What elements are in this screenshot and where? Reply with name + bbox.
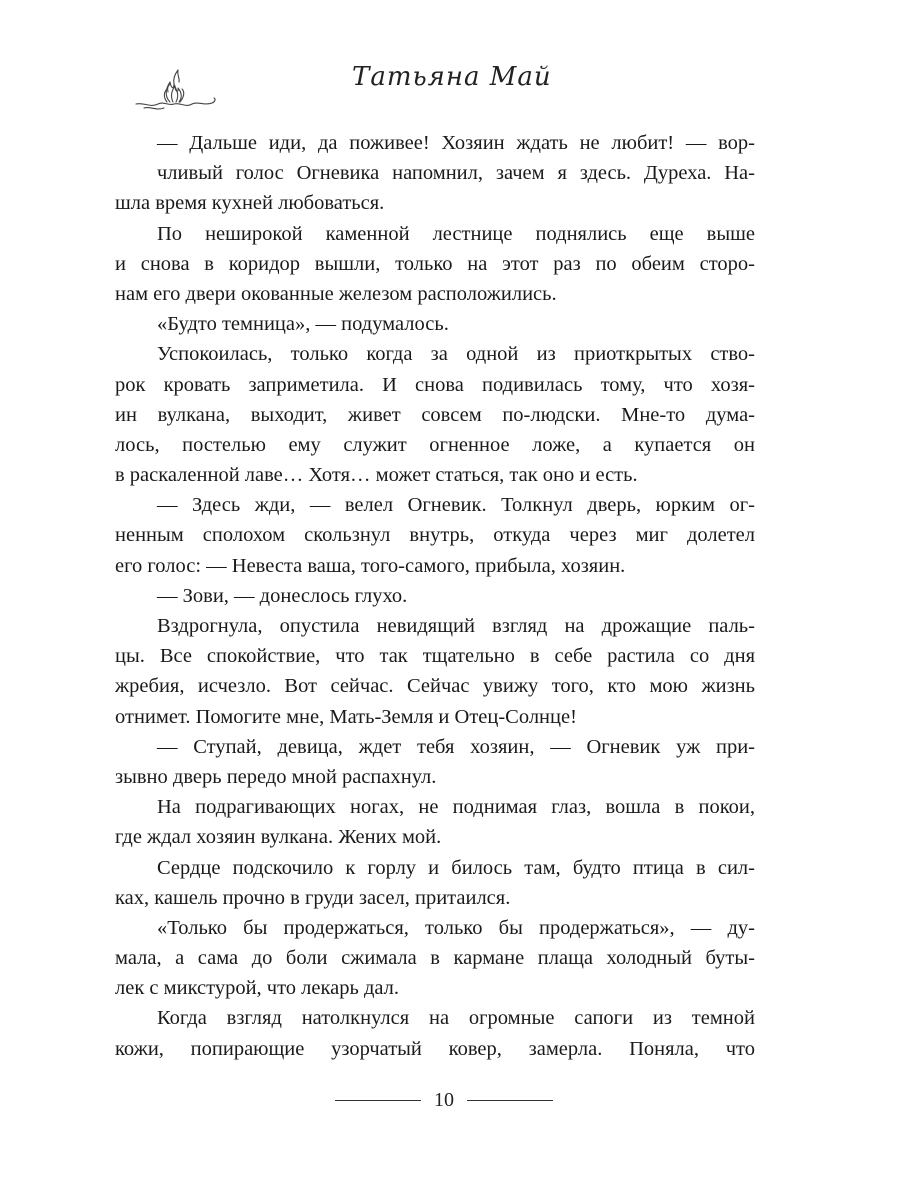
text-line: рок кровать заприметила. И снова подивилась тому, что хозя- [115,373,755,396]
body-text [115,128,755,1064]
text-line: лек с микстурой, что лекарь дал. [115,977,400,1000]
text-line: — Здесь жди, — велел Огневик. Толкнул дверь, юрким ог- [157,494,755,517]
text-line: жребия, исчезло. Вот сейчас. Сейчас увижу того, кто мою жизнь [115,675,755,698]
text-line: ках, кашель прочно в груди засел, притаился. [115,886,511,909]
flame-icon [130,62,220,116]
footer-rule [467,1100,553,1101]
text-line: и снова в коридор вышли, только на этот раз по обеим сторо- [115,252,755,275]
text-line: — Зови, — донеслось глухо. [157,584,408,607]
text-line: — Ступай, девица, ждет тебя хозяин, — Огневик уж при- [157,735,755,758]
text-line: нам его двери окованные железом расположились. [115,282,557,305]
text-line: шла время кухней любоваться. [115,192,385,215]
text-line: «Будто темница», — подумалось. [157,313,449,336]
text-line: кожи, попирающие узорчатый ковер, замерла. Поняла, что [115,1037,755,1060]
text-line: Сердце подскочило к горлу и билось там, будто птица в сил- [157,856,755,879]
text-line: его голос: — Невеста ваша, того-самого, прибыла, хозяин. [115,554,626,577]
text-line: На подрагивающих ногах, не поднимая глаз, вошла в покои, [157,796,755,819]
text-line: чливый голос Огневика напомнил, зачем я здесь. Дуреха. На- [157,162,755,185]
text-line: ненным сполохом скользнул внутрь, откуда через миг долетел [115,524,755,547]
text-line: По неширокой каменной лестнице поднялись еще выше [157,222,755,245]
page-footer [0,1088,900,1112]
text-line: Когда взгляд натолкнулся на огромные сапоги из темной [157,1007,755,1030]
text-line: Успокоилась, только когда за одной из приоткрытых ство- [157,343,755,366]
text-line: мала, а сама до боли сжимала в кармане плаща холодный буты- [115,947,755,970]
text-line: где ждал хозяин вулкана. Жених мой. [115,826,442,849]
text-line: «Только бы продержаться, только бы продержаться», — ду- [157,916,755,939]
text-line: — Дальше иди, да поживее! Хозяин ждать не любит! — вор- [157,132,755,154]
text-line: Вздрогнула, опустила невидящий взгляд на дрожащие паль- [157,615,755,637]
text-line: ин вулкана, выходит, живет совсем по-людски. Мне-то дума- [115,403,755,426]
text-line: отнимет. Помогите мне, Мать-Земля и Отец-Солнце! [115,705,577,728]
text-line: лось, постелью ему служит огненное ложе, а купается он [115,433,755,456]
running-header-author: Татьяна Май [352,62,552,92]
text-line: в раскаленной лаве… Хотя… может статься, так оно и есть. [115,464,638,487]
page-number: 10 [434,1089,454,1111]
text-line: цы. Все спокойствие, что так тщательно в себе растила со дня [115,645,755,668]
text-line: зывно дверь передо мной распахнул. [115,765,437,788]
footer-rule [335,1100,421,1101]
